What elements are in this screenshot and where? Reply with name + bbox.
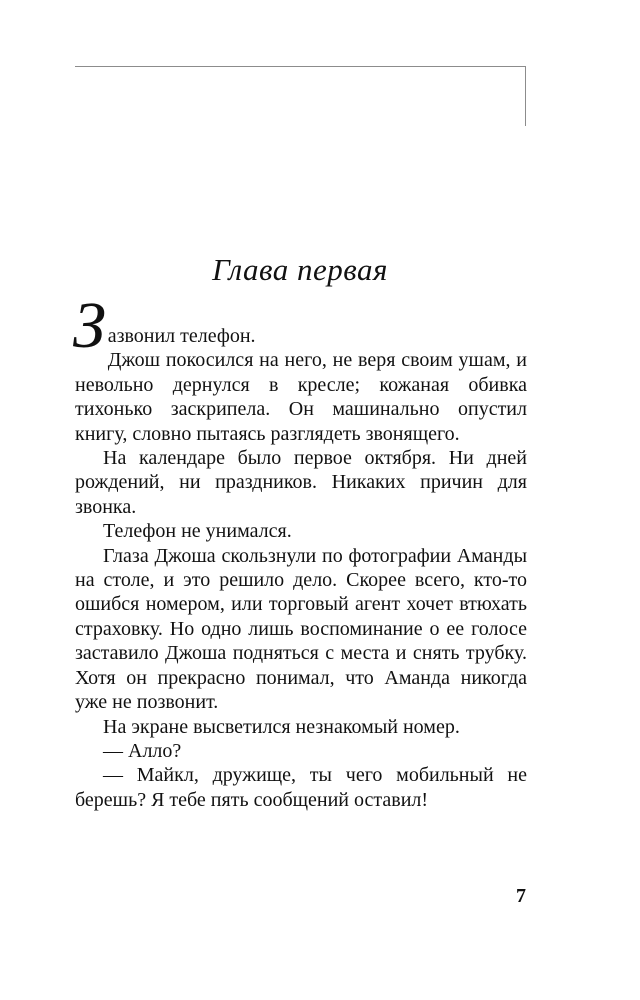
header-rule-corner <box>525 66 526 126</box>
dialogue-line: — Алло? <box>103 739 182 762</box>
page-number: 7 <box>516 885 526 907</box>
chapter-title: Глава первая <box>212 252 388 287</box>
paragraph: Джош покосился на него, не веря своим ушам, и невольно дернулся в кресле; кожаная обивка тихонько заскрипела. Он машинально опустил книгу, словно пытаясь разглядеть звонящего. <box>75 349 527 445</box>
paragraph: Глаза Джоша скользнули по фотографии Аманды на столе, и это решило дело. Скорее всего, кто-то ошибся номером, или торговый агент хочет втюхать страховку. Но одно лишь воспоминание о ее голосе заставило Джоша подняться с места и снять трубку. Хотя он прекрасно понимал, что Аманда никогда уже не позвонит. <box>75 544 527 714</box>
paragraph: На календаре было первое октября. Ни дней рождений, ни праздников. Никаких причин для звонка. <box>75 447 527 518</box>
dialogue-line: — Майкл, дружище, ты чего мобильный не берешь? Я тебе пять сообщений оставил! <box>75 764 527 811</box>
header-rule <box>75 66 525 67</box>
paragraph: На экране высветился незнакомый номер. <box>103 715 460 738</box>
paragraph: Телефон не унимался. <box>103 520 292 543</box>
drop-cap: З <box>73 289 106 362</box>
opening-paragraph <box>73 289 527 362</box>
chapter-body <box>73 289 527 812</box>
opening-line: азвонил телефон. <box>107 325 256 347</box>
